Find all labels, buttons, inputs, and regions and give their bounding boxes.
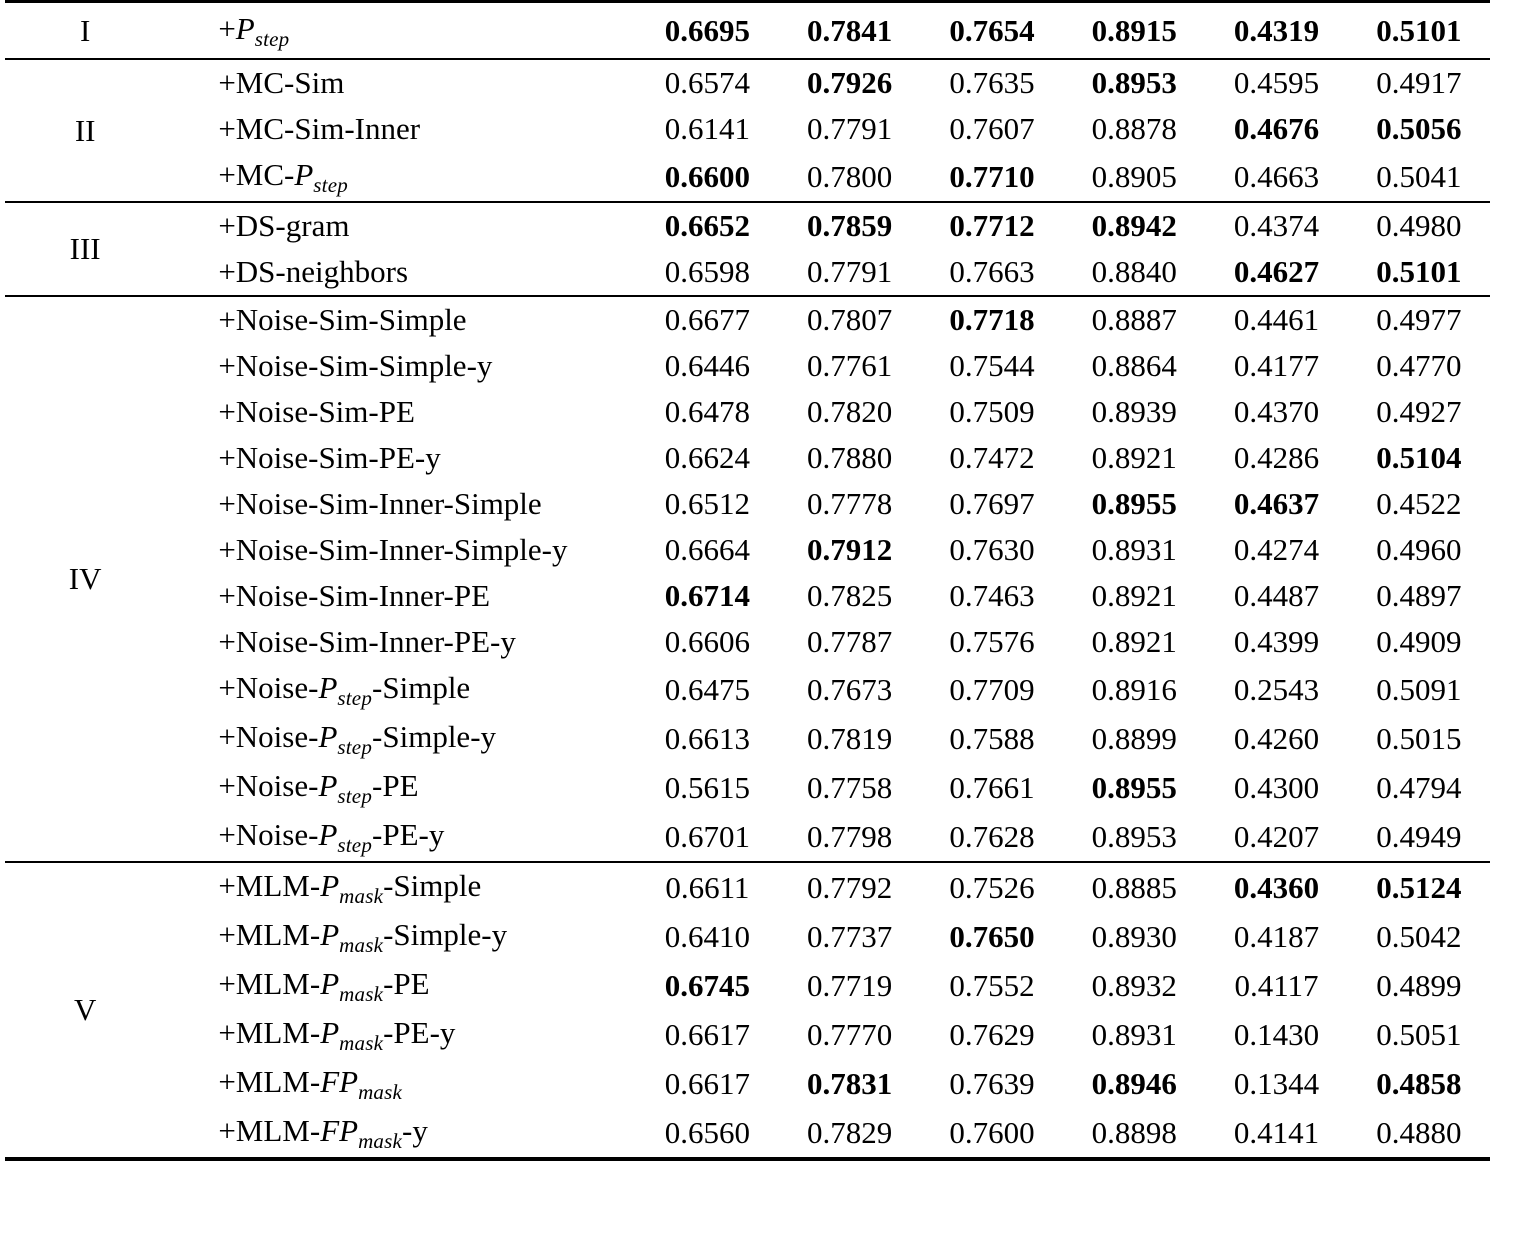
metric-value-cell: 0.8921 bbox=[1091, 440, 1177, 475]
method-label-cell bbox=[165, 202, 636, 249]
metric-value-cell: 0.4141 bbox=[1233, 1114, 1320, 1150]
metric-value-cell: 0.8899 bbox=[1091, 720, 1177, 756]
metric-value-cell: 0.7770 bbox=[807, 1016, 893, 1052]
metric-value-cell: 0.7600 bbox=[949, 1114, 1035, 1150]
metric-value-cell: 0.7661 bbox=[949, 769, 1035, 805]
label-text: -PE bbox=[383, 966, 430, 1001]
method-label-cell bbox=[165, 1059, 636, 1108]
method-label-cell bbox=[165, 59, 636, 106]
method-label-cell bbox=[165, 665, 636, 714]
metric-value-cell: 0.4949 bbox=[1376, 818, 1462, 854]
metric-value-cell: 0.7509 bbox=[949, 394, 1035, 429]
table-row bbox=[5, 665, 1490, 714]
metric-value-cell: 0.8932 bbox=[1091, 967, 1177, 1003]
label-text: +MLM- bbox=[218, 1064, 321, 1099]
metric-value-cell: 0.4177 bbox=[1233, 348, 1320, 383]
math-subscript: mask bbox=[358, 1080, 403, 1104]
metric-value-cell: 0.7800 bbox=[807, 158, 893, 194]
label-text: +MLM- bbox=[218, 917, 321, 952]
metric-value-cell: 0.7807 bbox=[779, 296, 921, 343]
table-row bbox=[5, 59, 1490, 106]
metric-value-cell: 0.6695 bbox=[636, 2, 778, 60]
table-row bbox=[5, 862, 1490, 912]
table-row bbox=[5, 435, 1490, 481]
table-row bbox=[5, 296, 1490, 343]
ablation-results-table bbox=[5, 0, 1490, 1167]
metric-value-cell: 0.4927 bbox=[1376, 394, 1462, 429]
method-label-cell bbox=[165, 812, 636, 862]
label-text: -Simple-y bbox=[372, 719, 497, 754]
metric-value-cell: 0.7712 bbox=[921, 202, 1063, 249]
metric-value-cell: 0.7628 bbox=[949, 818, 1035, 854]
table-row bbox=[5, 1010, 1490, 1059]
metric-value-cell: 0.7629 bbox=[949, 1016, 1035, 1052]
math-subscript: mask bbox=[339, 1031, 384, 1055]
metric-value-cell: 0.8930 bbox=[1091, 918, 1177, 954]
table-row bbox=[5, 763, 1490, 812]
method-label-cell bbox=[165, 1108, 636, 1159]
method-label-cell bbox=[165, 249, 636, 296]
metric-value-cell: 0.6574 bbox=[636, 59, 778, 106]
metric-value-cell: 0.8953 bbox=[1063, 59, 1205, 106]
label-text: -PE-y bbox=[383, 1015, 456, 1050]
metric-value-cell: 0.5615 bbox=[664, 769, 751, 805]
table-row bbox=[5, 343, 1490, 389]
metric-value-cell: 0.6446 bbox=[664, 348, 751, 383]
metric-value-cell: 0.8878 bbox=[1091, 111, 1177, 146]
metric-value-cell: 0.5124 bbox=[1348, 862, 1490, 912]
metric-value-cell: 0.8955 bbox=[1091, 486, 1177, 521]
label-text: +MLM- bbox=[218, 966, 321, 1001]
metric-value-cell: 0.7880 bbox=[807, 440, 893, 475]
metric-value-cell: 0.7798 bbox=[807, 818, 893, 854]
metric-value-cell: 0.7463 bbox=[949, 578, 1035, 613]
label-text: +Noise-Sim-Inner-Simple-y bbox=[218, 532, 568, 567]
metric-value-cell: 0.4360 bbox=[1205, 862, 1347, 912]
metric-value-cell: 0.4286 bbox=[1233, 440, 1320, 475]
table-row bbox=[5, 527, 1490, 573]
metric-value-cell: 0.4522 bbox=[1376, 486, 1462, 521]
metric-value-cell: 0.4399 bbox=[1233, 624, 1320, 659]
metric-value-cell: 0.4980 bbox=[1348, 202, 1490, 249]
metric-value-cell: 0.8921 bbox=[1091, 624, 1177, 659]
metric-value-cell: 0.7912 bbox=[807, 532, 893, 567]
metric-value-cell: 0.7607 bbox=[949, 111, 1035, 146]
metric-value-cell: 0.1344 bbox=[1233, 1065, 1320, 1101]
table-row bbox=[5, 106, 1490, 152]
math-variable: P bbox=[318, 670, 338, 705]
metric-value-cell: 0.7544 bbox=[949, 348, 1035, 383]
table-bottom-rule bbox=[5, 1159, 1490, 1167]
metric-value-cell: 0.4627 bbox=[1233, 254, 1320, 289]
math-variable: FP bbox=[320, 1113, 359, 1148]
math-variable: P bbox=[235, 11, 255, 46]
metric-value-cell: 0.4977 bbox=[1348, 296, 1490, 343]
metric-value-cell: 0.7825 bbox=[807, 578, 893, 613]
metric-value-cell: 0.6677 bbox=[636, 296, 778, 343]
metric-value-cell: 0.6600 bbox=[664, 158, 751, 194]
metric-value-cell: 0.6617 bbox=[664, 1065, 751, 1101]
metric-value-cell: 0.7758 bbox=[807, 769, 893, 805]
metric-value-cell: 0.8916 bbox=[1091, 671, 1177, 707]
metric-value-cell: 0.7841 bbox=[779, 2, 921, 60]
metric-value-cell: 0.4880 bbox=[1376, 1114, 1462, 1150]
metric-value-cell: 0.7552 bbox=[949, 967, 1035, 1003]
metric-value-cell: 0.6714 bbox=[664, 578, 751, 613]
metric-value-cell: 0.7787 bbox=[807, 624, 893, 659]
label-text: +MC- bbox=[218, 157, 295, 192]
label-text: +Noise-Sim-PE bbox=[218, 394, 415, 429]
metric-value-cell: 0.6617 bbox=[664, 1016, 751, 1052]
label-text: -Simple-y bbox=[383, 917, 508, 952]
method-label-cell bbox=[165, 1010, 636, 1059]
metric-value-cell: 0.8915 bbox=[1063, 2, 1205, 60]
metric-value-cell: 0.4909 bbox=[1376, 624, 1462, 659]
metric-value-cell: 0.6598 bbox=[664, 254, 751, 289]
metric-value-cell: 0.7635 bbox=[921, 59, 1063, 106]
metric-value-cell: 0.6624 bbox=[664, 440, 751, 475]
metric-value-cell: 0.5042 bbox=[1376, 918, 1462, 954]
metric-value-cell: 0.6512 bbox=[664, 486, 751, 521]
table-row bbox=[5, 1059, 1490, 1108]
label-text: +Noise-Sim-Inner-Simple bbox=[218, 486, 542, 521]
group-label-iv: IV bbox=[5, 296, 165, 862]
math-variable: P bbox=[320, 1015, 340, 1050]
metric-value-cell: 0.4117 bbox=[1234, 967, 1319, 1003]
metric-value-cell: 0.7718 bbox=[921, 296, 1063, 343]
metric-value-cell: 0.4899 bbox=[1376, 967, 1462, 1003]
method-label-cell bbox=[165, 296, 636, 343]
metric-value-cell: 0.2543 bbox=[1233, 671, 1320, 707]
metric-value-cell: 0.7673 bbox=[807, 671, 893, 707]
table-row bbox=[5, 812, 1490, 862]
label-text: +Noise- bbox=[218, 768, 319, 803]
math-variable: FP bbox=[320, 1064, 359, 1099]
metric-value-cell: 0.5091 bbox=[1376, 671, 1462, 707]
table-row bbox=[5, 481, 1490, 527]
metric-value-cell: 0.4595 bbox=[1205, 59, 1347, 106]
metric-value-cell: 0.7710 bbox=[949, 158, 1035, 194]
label-text: +Noise-Sim-PE-y bbox=[218, 440, 441, 475]
metric-value-cell: 0.7654 bbox=[921, 2, 1063, 60]
label-text: -PE bbox=[372, 768, 419, 803]
label-text: +Noise- bbox=[218, 670, 319, 705]
metric-value-cell: 0.4319 bbox=[1205, 2, 1347, 60]
metric-value-cell: 0.7639 bbox=[949, 1065, 1035, 1101]
table-row bbox=[5, 912, 1490, 961]
metric-value-cell: 0.7859 bbox=[779, 202, 921, 249]
table-row bbox=[5, 961, 1490, 1010]
metric-value-cell: 0.5051 bbox=[1376, 1016, 1462, 1052]
metric-value-cell: 0.4663 bbox=[1233, 158, 1320, 194]
method-label-cell bbox=[165, 435, 636, 481]
metric-value-cell: 0.7791 bbox=[807, 111, 893, 146]
method-label-cell bbox=[165, 106, 636, 152]
label-text: +MLM- bbox=[218, 1015, 321, 1050]
metric-value-cell: 0.7778 bbox=[807, 486, 893, 521]
math-variable: P bbox=[318, 817, 338, 852]
metric-value-cell: 0.5041 bbox=[1376, 158, 1462, 194]
label-text: +Noise- bbox=[218, 719, 319, 754]
metric-value-cell: 0.6613 bbox=[664, 720, 751, 756]
label-text: -PE-y bbox=[372, 817, 445, 852]
label-text: -y bbox=[402, 1113, 428, 1148]
metric-value-cell: 0.8946 bbox=[1091, 1065, 1177, 1101]
metric-value-cell: 0.7719 bbox=[807, 967, 893, 1003]
math-subscript: step bbox=[337, 735, 373, 759]
group-label-i: I bbox=[5, 2, 165, 60]
math-subscript: mask bbox=[339, 884, 384, 908]
group-label-ii: II bbox=[5, 59, 165, 202]
method-label-cell bbox=[165, 481, 636, 527]
metric-value-cell: 0.8905 bbox=[1091, 158, 1177, 194]
metric-value-cell: 0.7588 bbox=[949, 720, 1035, 756]
math-subscript: mask bbox=[358, 1129, 403, 1153]
math-variable: P bbox=[294, 157, 314, 192]
metric-value-cell: 0.7472 bbox=[949, 440, 1035, 475]
metric-value-cell: 0.8885 bbox=[1063, 862, 1205, 912]
metric-value-cell: 0.6606 bbox=[664, 624, 751, 659]
label-text: +Noise-Sim-Inner-PE bbox=[218, 578, 491, 613]
label-text: +Noise-Sim-Simple bbox=[218, 302, 467, 337]
math-subscript: step bbox=[337, 686, 373, 710]
method-label-cell bbox=[165, 527, 636, 573]
metric-value-cell: 0.4300 bbox=[1233, 769, 1320, 805]
label-text: +DS-neighbors bbox=[218, 254, 409, 289]
metric-value-cell: 0.4676 bbox=[1233, 111, 1320, 146]
label-text: -Simple bbox=[383, 868, 482, 903]
math-variable: P bbox=[320, 966, 340, 1001]
metric-value-cell: 0.8921 bbox=[1091, 578, 1177, 613]
metric-value-cell: 0.4187 bbox=[1233, 918, 1320, 954]
math-subscript: mask bbox=[339, 982, 384, 1006]
metric-value-cell: 0.7663 bbox=[949, 254, 1035, 289]
method-label-cell bbox=[165, 343, 636, 389]
table-row bbox=[5, 714, 1490, 763]
metric-value-cell: 0.7737 bbox=[807, 918, 893, 954]
label-text: +Noise- bbox=[218, 817, 319, 852]
method-label-cell bbox=[165, 573, 636, 619]
table-row bbox=[5, 1108, 1490, 1159]
label-text: +MLM- bbox=[218, 1113, 321, 1148]
metric-value-cell: 0.7761 bbox=[807, 348, 893, 383]
metric-value-cell: 0.4207 bbox=[1233, 818, 1320, 854]
metric-value-cell: 0.8840 bbox=[1091, 254, 1177, 289]
label-text: + bbox=[218, 11, 236, 46]
table-body bbox=[5, 2, 1490, 1168]
metric-value-cell: 0.6664 bbox=[664, 532, 751, 567]
table-row bbox=[5, 249, 1490, 296]
label-text: +MC-Sim-Inner bbox=[218, 111, 421, 146]
method-label-cell bbox=[165, 763, 636, 812]
math-variable: P bbox=[320, 868, 340, 903]
math-variable: P bbox=[318, 768, 338, 803]
table-row bbox=[5, 152, 1490, 202]
metric-value-cell: 0.4794 bbox=[1376, 769, 1462, 805]
metric-value-cell: 0.7791 bbox=[807, 254, 893, 289]
metric-value-cell: 0.8898 bbox=[1091, 1114, 1177, 1150]
metric-value-cell: 0.4858 bbox=[1376, 1065, 1462, 1101]
table-row bbox=[5, 202, 1490, 249]
metric-value-cell: 0.7630 bbox=[949, 532, 1035, 567]
metric-value-cell: 0.4637 bbox=[1233, 486, 1320, 521]
group-label-v: V bbox=[5, 862, 165, 1159]
metric-value-cell: 0.4260 bbox=[1233, 720, 1320, 756]
metric-value-cell: 0.6475 bbox=[664, 671, 751, 707]
metric-value-cell: 0.5015 bbox=[1376, 720, 1462, 756]
method-label-cell bbox=[165, 152, 636, 202]
metric-value-cell: 0.6560 bbox=[664, 1114, 751, 1150]
math-subscript: step bbox=[337, 833, 373, 857]
metric-value-cell: 0.7819 bbox=[807, 720, 893, 756]
metric-value-cell: 0.8931 bbox=[1091, 532, 1177, 567]
metric-value-cell: 0.4461 bbox=[1205, 296, 1347, 343]
bottom-rule-cell bbox=[5, 1159, 1490, 1167]
label-text: +Noise-Sim-Inner-PE-y bbox=[218, 624, 516, 659]
label-text: +MLM- bbox=[218, 868, 321, 903]
metric-value-cell: 0.8931 bbox=[1091, 1016, 1177, 1052]
math-variable: P bbox=[318, 719, 338, 754]
metric-value-cell: 0.7926 bbox=[779, 59, 921, 106]
metric-value-cell: 0.5056 bbox=[1376, 111, 1462, 146]
metric-value-cell: 0.7709 bbox=[949, 671, 1035, 707]
table-row bbox=[5, 389, 1490, 435]
metric-value-cell: 0.5104 bbox=[1376, 440, 1462, 475]
label-text: -Simple bbox=[372, 670, 471, 705]
metric-value-cell: 0.6410 bbox=[664, 918, 751, 954]
method-label-cell bbox=[165, 961, 636, 1010]
metric-value-cell: 0.7831 bbox=[807, 1065, 893, 1101]
math-subscript: mask bbox=[339, 933, 384, 957]
method-label-cell bbox=[165, 619, 636, 665]
metric-value-cell: 0.7650 bbox=[949, 918, 1035, 954]
metric-value-cell: 0.7792 bbox=[779, 862, 921, 912]
method-label-cell bbox=[165, 862, 636, 912]
metric-value-cell: 0.4960 bbox=[1376, 532, 1462, 567]
method-label-cell bbox=[165, 912, 636, 961]
label-text: +MC-Sim bbox=[218, 65, 345, 100]
metric-value-cell: 0.8955 bbox=[1091, 769, 1177, 805]
metric-value-cell: 0.6478 bbox=[664, 394, 751, 429]
method-label-cell bbox=[165, 389, 636, 435]
metric-value-cell: 0.8887 bbox=[1063, 296, 1205, 343]
metric-value-cell: 0.4487 bbox=[1233, 578, 1320, 613]
metric-value-cell: 0.7820 bbox=[807, 394, 893, 429]
metric-value-cell: 0.4370 bbox=[1233, 394, 1320, 429]
table-row bbox=[5, 573, 1490, 619]
metric-value-cell: 0.4917 bbox=[1348, 59, 1490, 106]
metric-value-cell: 0.6745 bbox=[664, 967, 751, 1003]
metric-value-cell: 0.4770 bbox=[1376, 348, 1462, 383]
metric-value-cell: 0.6611 bbox=[636, 862, 778, 912]
method-label-cell bbox=[165, 2, 636, 60]
metric-value-cell: 0.1430 bbox=[1233, 1016, 1320, 1052]
metric-value-cell: 0.7526 bbox=[921, 862, 1063, 912]
math-subscript: step bbox=[337, 784, 373, 808]
label-text: +DS-gram bbox=[218, 208, 350, 243]
metric-value-cell: 0.5101 bbox=[1348, 2, 1490, 60]
table-row bbox=[5, 2, 1490, 60]
metric-value-cell: 0.7697 bbox=[949, 486, 1035, 521]
metric-value-cell: 0.6701 bbox=[664, 818, 751, 854]
metric-value-cell: 0.8942 bbox=[1063, 202, 1205, 249]
metric-value-cell: 0.4274 bbox=[1233, 532, 1320, 567]
method-label-cell bbox=[165, 714, 636, 763]
metric-value-cell: 0.7829 bbox=[807, 1114, 893, 1150]
metric-value-cell: 0.4897 bbox=[1376, 578, 1462, 613]
metric-value-cell: 0.8939 bbox=[1091, 394, 1177, 429]
metric-value-cell: 0.6141 bbox=[664, 111, 751, 146]
math-subscript: step bbox=[254, 27, 290, 51]
metric-value-cell: 0.8953 bbox=[1091, 818, 1177, 854]
math-subscript: step bbox=[313, 173, 348, 197]
table-row bbox=[5, 619, 1490, 665]
group-label-iii: III bbox=[5, 202, 165, 296]
metric-value-cell: 0.4374 bbox=[1205, 202, 1347, 249]
label-text: +Noise-Sim-Simple-y bbox=[218, 348, 493, 383]
math-variable: P bbox=[320, 917, 340, 952]
metric-value-cell: 0.6652 bbox=[636, 202, 778, 249]
metric-value-cell: 0.8864 bbox=[1091, 348, 1177, 383]
metric-value-cell: 0.5101 bbox=[1376, 254, 1462, 289]
metric-value-cell: 0.7576 bbox=[949, 624, 1035, 659]
